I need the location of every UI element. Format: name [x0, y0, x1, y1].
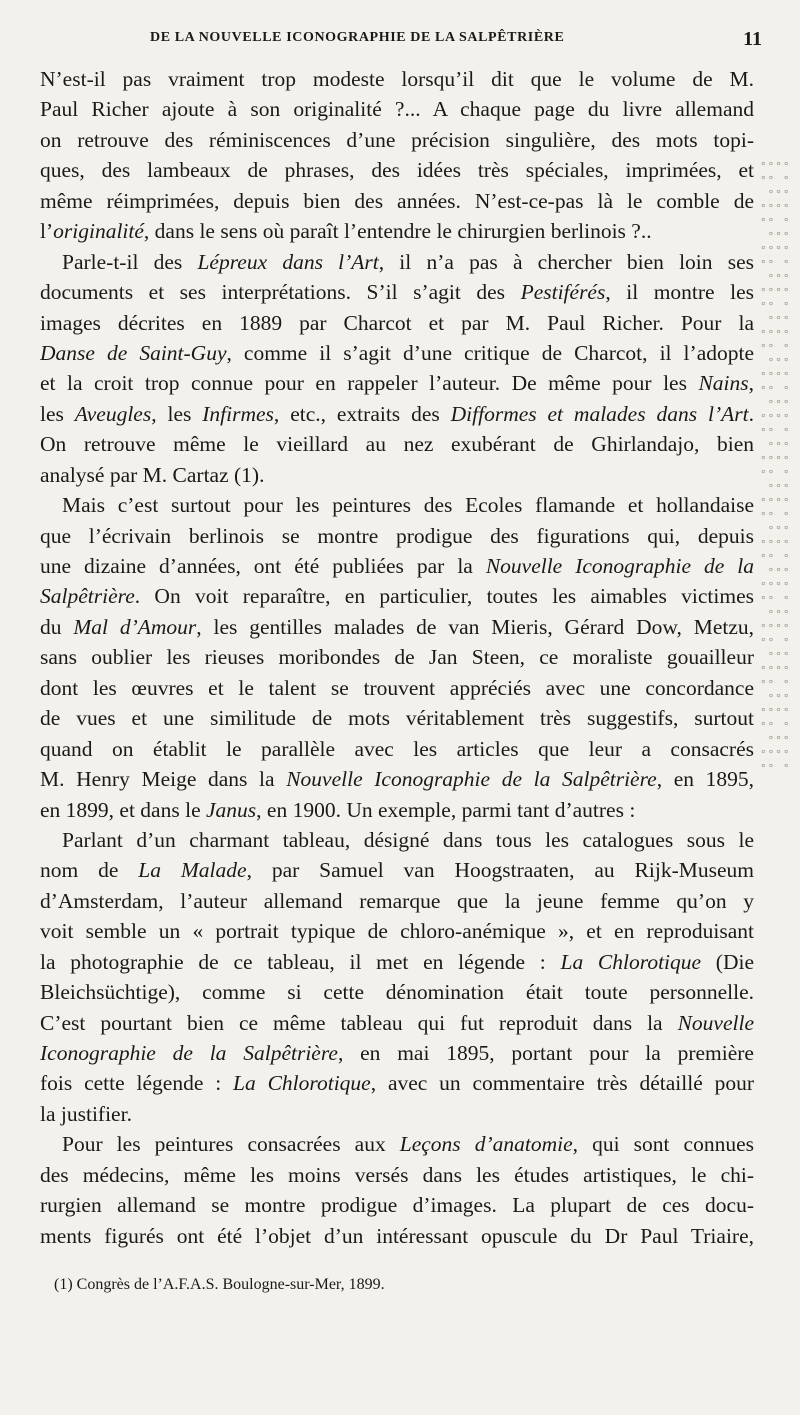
text-segment: (Die: [701, 949, 754, 974]
text-line: [40, 368, 754, 398]
text-line: [40, 1038, 754, 1068]
text-line: [40, 703, 754, 733]
text-segment: une dizaine d’années, ont été publiées par la: [40, 554, 486, 578]
text-segment: , en mai 1895, portant pour la première: [337, 1041, 754, 1065]
text-line: [40, 734, 754, 764]
text-line: [40, 338, 754, 368]
text-segment: ments figurés ont été l’objet d’un intéressant opuscule du Dr Paul Triaire,: [40, 1223, 754, 1248]
text-line: [40, 1160, 754, 1190]
italic-segment: originalité: [53, 219, 144, 244]
text-segment: C’est pourtant bien ce même tableau qui fut reproduit dans la: [40, 1010, 678, 1035]
text-line: [40, 825, 754, 855]
text-line: [40, 673, 754, 703]
text-line: [40, 64, 754, 94]
text-line: [40, 947, 754, 977]
text-segment: , etc., extraits des: [273, 401, 451, 426]
text-segment: , il n’a pas à chercher bien loin ses: [378, 249, 754, 274]
text-segment: quand on établit le parallèle avec les articles que leur a consacrés: [40, 736, 754, 761]
text-line: [40, 399, 754, 429]
text-line: [40, 1221, 754, 1251]
text-line: [40, 490, 754, 520]
text-segment: des médecins, même les moins versés dans les études artistiques, le chi-: [40, 1162, 754, 1187]
text-line: [40, 795, 754, 825]
text-line: [40, 642, 754, 672]
italic-segment: La Chlorotique: [233, 1071, 371, 1096]
text-line: [40, 916, 754, 946]
text-segment: documents et ses interprétations. S’il s’agit des: [40, 280, 521, 305]
italic-segment: Aveugles: [74, 401, 152, 426]
text-segment: fois cette légende :: [40, 1071, 234, 1096]
text-line: [40, 764, 754, 794]
text-segment: de vues et une similitude de mots véritablement très suggestifs, surtout: [40, 706, 754, 731]
text-line: [40, 1099, 754, 1129]
italic-segment: Mal d’Amour: [73, 614, 197, 639]
text-segment: N’est-il pas vraiment trop modeste lorsqu’il dit que le volume de M.: [40, 67, 754, 91]
text-segment: l’: [40, 219, 54, 244]
text-segment: , comme il s’agit d’une critique de Charcot, il l’adopte: [226, 340, 754, 365]
text-line: [40, 429, 754, 459]
text-segment: la photographie de ce tableau, il met en légende :: [40, 949, 561, 974]
text-line: [40, 1129, 754, 1159]
text-line: [40, 460, 754, 490]
running-title: DE LA NOUVELLE ICONOGRAPHIE DE LA SALPÊTRIÈRE: [150, 30, 565, 45]
text-segment: rurgien allemand se montre prodigue d’images. La plupart de ces docu-: [40, 1193, 754, 1218]
italic-segment: Nouvelle: [677, 1010, 754, 1035]
text-segment: Parle-t-il des: [62, 249, 198, 274]
text-segment: M. Henry Meige dans la: [40, 767, 287, 792]
text-line: [40, 94, 754, 124]
text-line: [40, 216, 754, 246]
italic-segment: La Malade: [138, 858, 247, 883]
italic-segment: Difformes et malades dans l’Art: [450, 401, 749, 426]
text-segment: analysé par M. Cartaz (1).: [40, 462, 265, 487]
italic-segment: La Chlorotique: [560, 949, 702, 974]
text-segment: Parlant d’un charmant tableau, désigné dans tous les catalogues sous le: [62, 827, 754, 852]
text-segment: On retrouve même le vieillard au nez exubérant de Ghirlandajo, bien: [40, 432, 754, 457]
italic-segment: Iconographie de la Salpêtrière: [40, 1041, 338, 1065]
text-segment: en 1899, et dans le: [40, 797, 206, 822]
italic-segment: Salpêtrière: [40, 584, 135, 609]
text-segment: .: [748, 401, 754, 426]
margin-dot-pattern: °°°° °° ° °°° °°°° °° ° °°° °°°° °° ° °°° °°°° °° ° °°° °°°° °° ° °°° °°°° °° ° °°° °°°° °° ° °°° °°°° °° ° °°° °°°° °° ° °°° °°°° °° ° °°° °°°° °° ° °°° °°°° °° ° °°° °°°° °° ° °°° °°°° °° ° °°° °°°° °° °: [760, 160, 791, 775]
italic-segment: Nouvelle Iconographie de la: [485, 554, 754, 578]
text-segment: que l’écrivain berlinois se montre prodigue des figurations qui, depuis: [40, 523, 754, 548]
text-line: [40, 612, 754, 642]
text-segment: , il montre les: [605, 280, 754, 305]
italic-segment: Lépreux dans l’Art: [197, 249, 379, 274]
text-line: [40, 1068, 754, 1098]
text-line: [40, 125, 754, 155]
text-segment: , les: [151, 401, 203, 426]
text-segment: nom de: [40, 858, 139, 883]
text-line: [40, 277, 754, 307]
text-segment: , en 1895,: [656, 767, 754, 792]
text-segment: Pour les peintures consacrées aux: [62, 1132, 400, 1157]
text-line: [40, 581, 754, 611]
text-line: [40, 247, 754, 277]
text-segment: sans oublier les rieuses moribondes de Jan Steen, ce moraliste gouailleur: [40, 645, 754, 670]
text-segment: ques, des lambeaux de phrases, des idées très spéciales, imprimées, et: [40, 158, 754, 183]
text-segment: d’Amsterdam, l’auteur allemand remarque que la jeune femme qu’on y: [40, 888, 754, 913]
text-line: [40, 186, 754, 216]
footnote: (1) Congrès de l’A.F.A.S. Boulogne-sur-Mer, 1899.: [54, 1276, 385, 1293]
page-number: 11: [743, 28, 762, 50]
text-segment: la justifier.: [40, 1101, 132, 1126]
text-segment: Paul Richer ajoute à son originalité ?... A chaque page du livre allemand: [40, 97, 754, 122]
text-segment: voit semble un « portrait typique de chloro-anémique », et en reproduisant: [40, 919, 754, 944]
text-segment: , par Samuel van Hoogstraaten, au Rijk-Museum: [246, 858, 754, 883]
text-segment: . On voit reparaître, en particulier, toutes les aimables victimes: [134, 584, 754, 609]
text-line: [40, 1008, 754, 1038]
text-segment: , les gentilles malades de van Mieris, Gérard Dow, Metzu,: [196, 614, 754, 639]
body-text: [40, 64, 754, 1251]
italic-segment: Nouvelle Iconographie de la Salpêtrière: [286, 767, 657, 792]
text-segment: , dans le sens où paraît l’entendre le chirurgien berlinois ?..: [143, 219, 652, 244]
text-segment: du: [40, 614, 74, 639]
text-line: [40, 855, 754, 885]
italic-segment: Leçons d’anatomie: [399, 1132, 573, 1157]
italic-segment: Danse de Saint-Guy: [40, 340, 227, 365]
text-segment: Bleichsüchtige), comme si cette dénomination était toute personnelle.: [40, 980, 754, 1005]
text-line: [40, 308, 754, 338]
text-segment: ,: [748, 371, 754, 396]
text-segment: , qui sont connues: [572, 1132, 754, 1157]
text-line: [40, 551, 754, 581]
italic-segment: Nains: [698, 371, 749, 396]
text-segment: images décrites en 1889 par Charcot et par M. Paul Richer. Pour la: [40, 310, 754, 335]
text-segment: Mais c’est surtout pour les peintures des Ecoles flamande et hollandaise: [62, 493, 754, 518]
text-segment: , en 1900. Un exemple, parmi tant d’autres :: [256, 797, 636, 822]
text-line: [40, 155, 754, 185]
text-line: [40, 521, 754, 551]
italic-segment: Janus: [206, 797, 257, 822]
text-line: [40, 886, 754, 916]
italic-segment: Infirmes: [202, 401, 274, 426]
text-segment: on retrouve des réminiscences d’une précision singulière, des mots topi-: [40, 127, 754, 152]
text-segment: les: [40, 401, 75, 426]
text-segment: et la croit trop connue pour en rappeler l’auteur. De même pour les: [40, 371, 699, 396]
text-segment: même réimprimées, depuis bien des années. N’est-ce-pas là le comble de: [40, 188, 754, 213]
text-segment: dont les œuvres et le talent se trouvent appréciés avec une concordance: [40, 675, 754, 700]
italic-segment: Pestiférés: [520, 280, 606, 305]
text-line: [40, 977, 754, 1007]
text-line: [40, 1190, 754, 1220]
text-segment: , avec un commentaire très détaillé pour: [370, 1071, 754, 1096]
